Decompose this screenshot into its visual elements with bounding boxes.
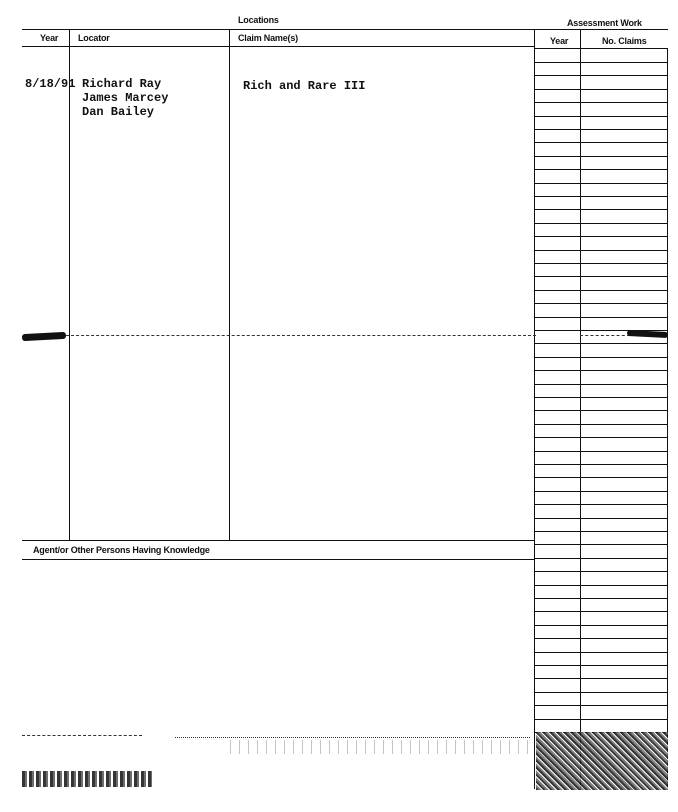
col-header-locator: Locator [78,33,110,43]
aw-row-rule [534,598,668,599]
aw-row-rule [534,263,668,264]
aw-row-rule [534,156,668,157]
aw-row-rule [534,491,668,492]
col-divider-year-locator [69,29,70,541]
aw-row-rule [534,330,668,331]
col-header-aw-year: Year [550,36,569,46]
header-bottom-rule [22,46,534,47]
scan-noise-line-1 [22,735,142,736]
scan-noise-speckle [230,740,530,754]
aw-row-rule [534,678,668,679]
locator-name-2: James Marcey [82,91,169,105]
scan-noise-block-right [536,732,668,790]
aw-row-rule [534,719,668,720]
agent-section-rule [22,559,534,560]
aw-row-rule [534,504,668,505]
aw-row-rule [534,638,668,639]
col-divider-claim-aw [534,29,535,789]
claim-name: Rich and Rare III [243,79,366,93]
locator-name-1: Richard Ray [82,77,162,91]
record-year: 8/18/91 [25,77,76,91]
aw-row-rule [534,236,668,237]
aw-row-rule [534,276,668,277]
mid-dashed-rule [66,335,536,336]
col-header-no-claims: No. Claims [602,36,647,46]
main-table-bottom-rule [22,540,534,541]
aw-row-rule [534,169,668,170]
aw-row-rule [534,437,668,438]
aw-row-rule [534,317,668,318]
assessment-work-header: Assessment Work [567,18,642,28]
aw-row-rule [534,89,668,90]
aw-row-rule [534,477,668,478]
aw-row-rule [534,571,668,572]
margin-mark-left [22,332,66,341]
col-divider-locator-claim [229,29,230,541]
aw-row-rule [534,652,668,653]
locations-header: Locations [238,15,279,25]
aw-row-rule [534,397,668,398]
aw-row-rule [534,209,668,210]
aw-row-rule [534,223,668,224]
header-top-rule [22,29,668,30]
agent-section-label: Agent/or Other Persons Having Knowledge [33,545,210,555]
aw-row-rule [534,451,668,452]
col-header-claim-names: Claim Name(s) [238,33,298,43]
aw-row-rule [534,384,668,385]
aw-row-rule [534,290,668,291]
aw-row-rule [534,183,668,184]
aw-row-rule [534,370,668,371]
aw-row-rule [534,585,668,586]
aw-row-rule [534,129,668,130]
aw-row-rule [534,531,668,532]
aw-row-rule [534,424,668,425]
aw-row-rule [534,611,668,612]
aw-row-rule [534,142,668,143]
scan-noise-line-2 [175,737,530,738]
aw-row-rule [534,357,668,358]
aw-row-rule [534,410,668,411]
aw-row-rule [534,116,668,117]
col-divider-aw-year-claims [580,29,581,789]
aw-row-rule [534,62,668,63]
mid-dashed-rule-right [580,335,630,336]
aw-row-rule [534,196,668,197]
aw-row-rule [534,464,668,465]
aw-row-rule [534,303,668,304]
locator-name-3: Dan Bailey [82,105,155,119]
aw-row-rule [534,102,668,103]
aw-row-rule [534,75,668,76]
aw-row-rule [534,250,668,251]
scan-noise-block-left [22,771,152,787]
aw-row-rule [534,343,668,344]
aw-row-rule [534,558,668,559]
aw-row-rule [534,625,668,626]
aw-row-rule [534,544,668,545]
aw-row-rule [534,692,668,693]
col-header-year: Year [40,33,59,43]
aw-row-rule [534,665,668,666]
aw-row-rule [534,705,668,706]
aw-header-bottom-rule [534,48,668,49]
aw-row-rule [534,518,668,519]
margin-mark-right [627,330,668,338]
